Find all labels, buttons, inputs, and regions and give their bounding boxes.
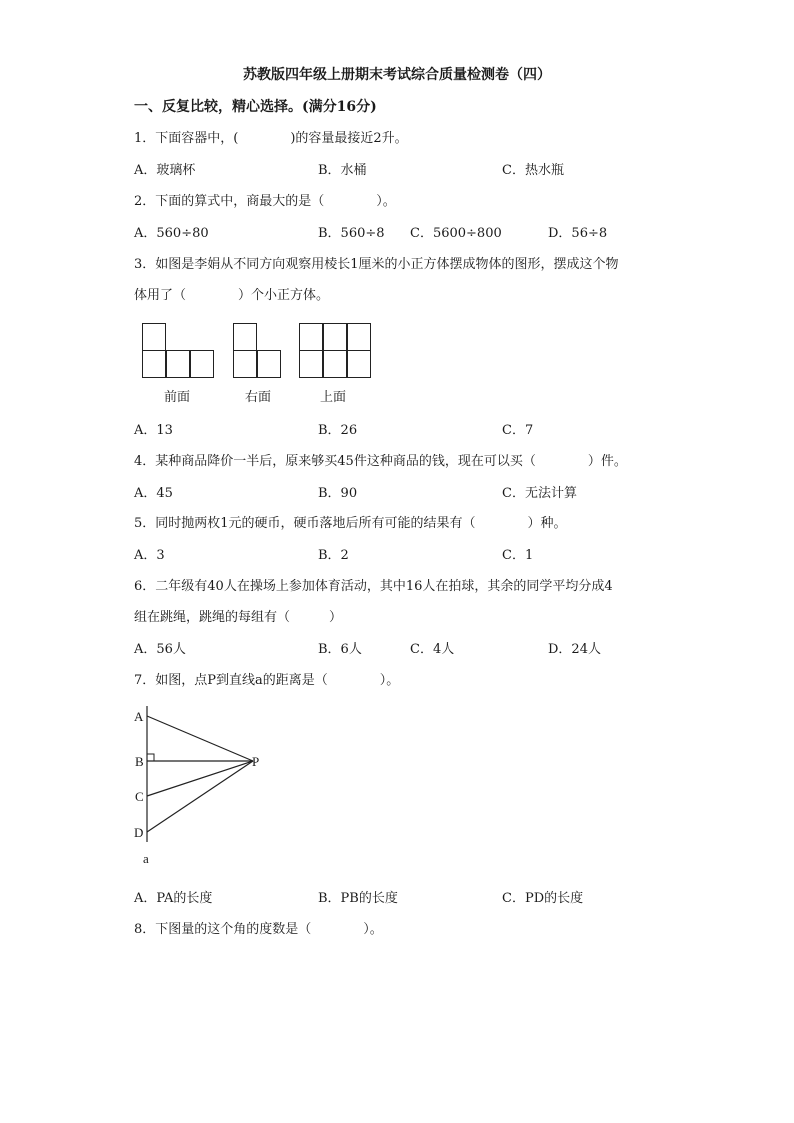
question-4-option-c: C．无法计算: [502, 486, 577, 501]
point-b-label: B: [135, 754, 144, 769]
point-c-label: C: [135, 789, 144, 804]
question-4-option-b: B．90: [318, 486, 358, 501]
question-1-option-b: B．水桶: [318, 163, 367, 178]
question-3-stem-line2: 体用了（ ）个小正方体。: [134, 288, 330, 303]
question-2-option-d: D．56÷8: [548, 226, 608, 241]
segment-pc: [147, 761, 253, 796]
question-7-option-b: B．PB的长度: [318, 891, 398, 906]
question-6-option-c: C．4人: [410, 642, 455, 657]
top-view-cube: [347, 350, 371, 378]
question-6-option-b: B．6人: [318, 642, 362, 657]
top-view-cube: [347, 323, 371, 351]
right-view-label: 右面: [245, 390, 272, 405]
question-1-option-c: C．热水瓶: [502, 163, 564, 178]
question-1-option-a: A．玻璃杯: [134, 163, 196, 178]
front-view-cube: [166, 350, 190, 378]
point-line-distance-figure: [126, 700, 276, 872]
question-7-stem: 7．如图，点P到直线a的距离是（ ）。: [134, 673, 400, 688]
question-5-option-c: C．1: [502, 548, 534, 563]
top-view-cube: [299, 350, 323, 378]
front-view-label: 前面: [164, 390, 191, 405]
right-angle-mark: [147, 754, 154, 761]
question-6-stem-line2: 组在跳绳，跳绳的每组有（ ）: [134, 610, 343, 625]
question-1-stem: 1．下面容器中，( )的容量最接近2升。: [134, 131, 408, 146]
right-view-cube: [233, 350, 257, 378]
segment-pa: [147, 716, 253, 761]
question-2-stem: 2．下面的算式中，商最大的是（ ）。: [134, 194, 396, 209]
question-2-option-b: B．560÷8: [318, 226, 385, 241]
front-view-cube: [142, 323, 166, 351]
front-view-cube: [142, 350, 166, 378]
question-4-stem: 4．某种商品降价一半后，原来够买45件这种商品的钱，现在可以买（ ）件。: [134, 454, 627, 469]
segment-pd: [147, 761, 253, 832]
point-d-label: D: [134, 825, 144, 840]
question-2-option-c: C．5600÷800: [410, 226, 502, 241]
question-3-option-c: C．7: [502, 423, 534, 438]
page-title: 苏教版四年级上册期末考试综合质量检测卷（四）: [243, 67, 551, 83]
question-5-option-a: A．3: [134, 548, 165, 563]
question-3-option-a: A．13: [134, 423, 173, 438]
point-a-label: A: [134, 709, 144, 724]
question-6-option-a: A．56人: [134, 642, 186, 657]
top-view-cube: [323, 350, 347, 378]
question-5-option-b: B．2: [318, 548, 349, 563]
question-2-option-a: A．560÷80: [134, 226, 209, 241]
question-3-stem-line1: 3．如图是李娟从不同方向观察用棱长1厘米的小正方体摆成物体的图形，摆成这个物: [134, 257, 619, 272]
question-7-option-c: C．PD的长度: [502, 891, 584, 906]
top-view-label: 上面: [320, 390, 347, 405]
line-a-label: a: [143, 851, 149, 866]
question-4-option-a: A．45: [134, 486, 173, 501]
question-6-stem-line1: 6．二年级有40人在操场上参加体育活动，其中16人在拍球，其余的同学平均分成4: [134, 579, 613, 594]
point-p-label: P: [252, 754, 260, 769]
question-7-option-a: A．PA的长度: [134, 891, 213, 906]
top-view-cube: [299, 323, 323, 351]
question-3-option-b: B．26: [318, 423, 358, 438]
right-view-cube: [257, 350, 281, 378]
question-5-stem: 5．同时抛两枚1元的硬币，硬币落地后所有可能的结果有（ ）种。: [134, 516, 567, 531]
right-view-cube: [233, 323, 257, 351]
question-6-option-d: D．24人: [548, 642, 601, 657]
question-8-stem: 8．下图量的这个角的度数是（ ）。: [134, 922, 383, 937]
top-view-cube: [323, 323, 347, 351]
front-view-cube: [190, 350, 214, 378]
section-heading: 一、反复比较，精心选择。(满分16分): [134, 99, 377, 115]
